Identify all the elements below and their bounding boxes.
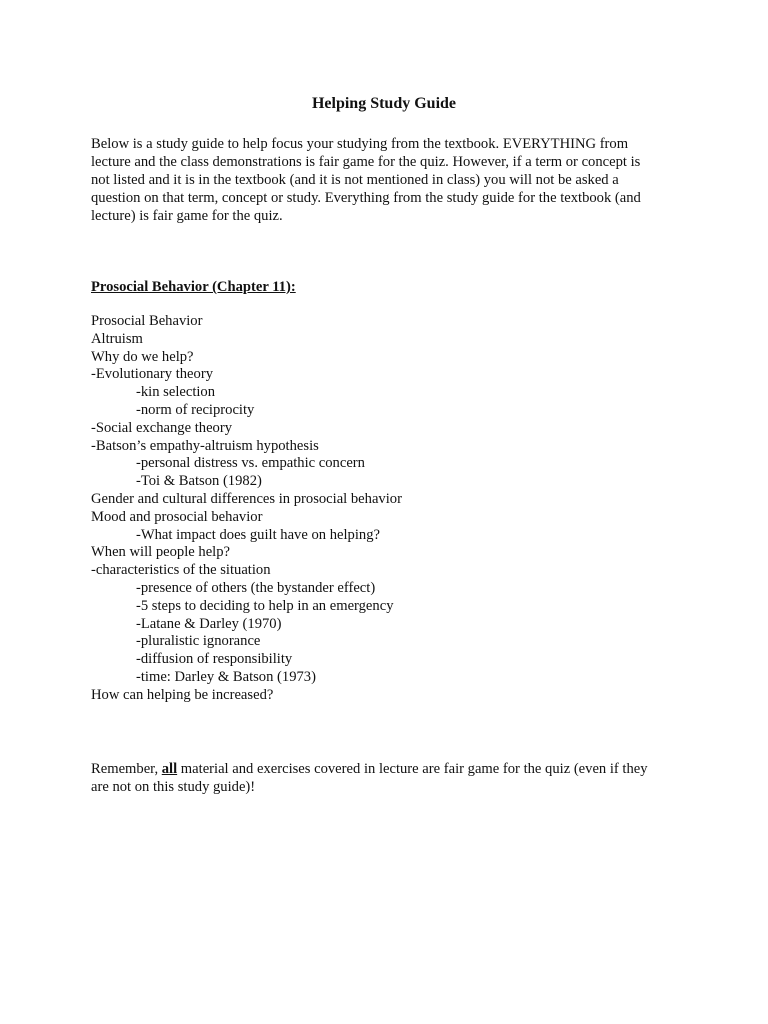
topic-item: -personal distress vs. empathic concern [136, 455, 365, 472]
intro-line: Below is a study guide to help focus your studying from the textbook. EVERYTHING from [91, 136, 629, 152]
closing-emphasis: all [161, 761, 178, 777]
topic-item: -kin selection [136, 384, 216, 401]
topic-item: Why do we help? [91, 348, 194, 365]
closing-line: are not on this study guide)! [91, 779, 256, 795]
section-heading: Prosocial Behavior (Chapter 11): [91, 279, 296, 295]
closing-line [91, 760, 691, 778]
topic-item: -Social exchange theory [91, 419, 233, 436]
topic-item: -diffusion of responsibility [136, 651, 293, 668]
intro-line: not listed and it is in the textbook (and it is not mentioned in class) you will not be asked a [91, 172, 619, 188]
topic-item: When will people help? [91, 544, 230, 561]
topic-item: -Latane & Darley (1970) [136, 615, 282, 632]
topic-item: -Evolutionary theory [91, 366, 213, 383]
topic-item: Prosocial Behavior [91, 313, 203, 329]
topic-item: -norm of reciprocity [136, 401, 255, 418]
topic-item: Gender and cultural differences in prosocial behavior [91, 490, 402, 507]
topic-item: Mood and prosocial behavior [91, 508, 263, 525]
page-title: Helping Study Guide [311, 95, 457, 112]
topic-item: -time: Darley & Batson (1973) [136, 668, 316, 685]
topic-item: How can helping be increased? [91, 686, 274, 703]
topic-item: -presence of others (the bystander effect) [136, 579, 376, 596]
topic-item: -pluralistic ignorance [136, 633, 261, 650]
topic-item: -Toi & Batson (1982) [136, 473, 262, 490]
intro-line: question on that term, concept or study. Everything from the study guide for the textbook (and [91, 190, 641, 206]
intro-line: lecture and the class demonstrations is fair game for the quiz. However, if a term or concept is [91, 154, 641, 170]
closing-paragraph [91, 760, 691, 796]
topic-list [91, 313, 691, 705]
topic-item: -Batson’s empathy-altruism hypothesis [91, 437, 319, 454]
intro-paragraph [91, 135, 691, 225]
intro-line: lecture) is fair game for the quiz. [91, 208, 283, 224]
topic-item: -What impact does guilt have on helping? [136, 526, 380, 543]
topic-item: -characteristics of the situation [91, 562, 271, 579]
topic-item: -5 steps to deciding to help in an emergency [136, 597, 394, 614]
closing-text-before: Remember, [91, 761, 162, 777]
topic-item: Altruism [91, 330, 143, 347]
closing-text-after: material and exercises covered in lecture are fair game for the quiz (even if they [177, 761, 648, 777]
